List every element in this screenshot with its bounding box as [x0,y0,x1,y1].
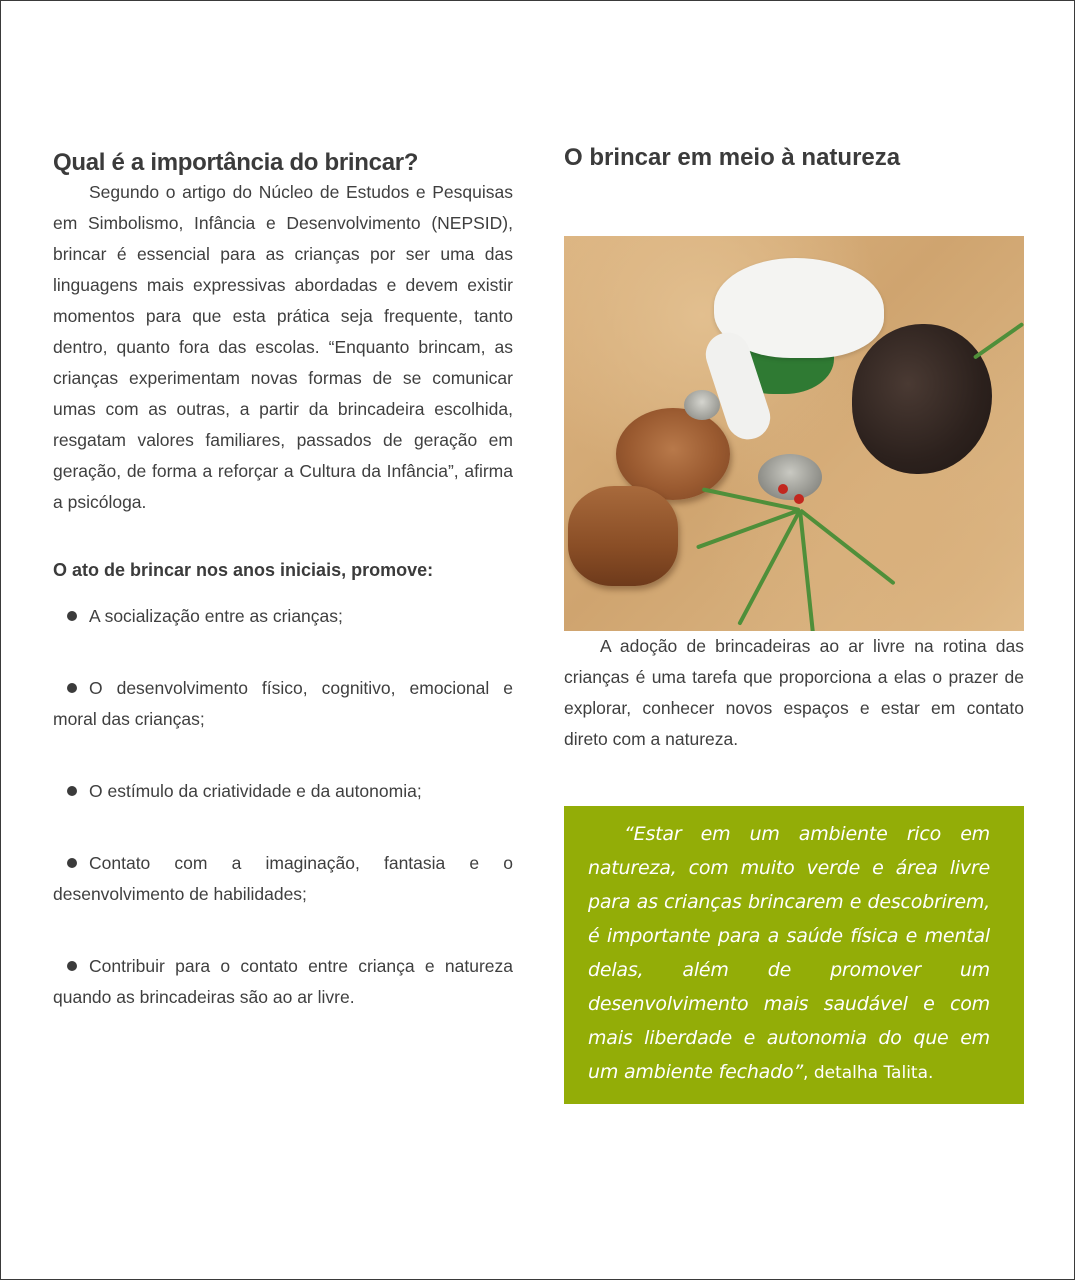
bullet-icon [67,611,77,621]
wood-stump-bottom [568,486,678,586]
metal-bowl [758,454,822,500]
red-berry [794,494,804,504]
list-item [53,601,513,632]
intro-paragraph: Segundo o artigo do Núcleo de Estudos e Pesquisas em Simbolismo, Infância e Desenvolvimento (NEPSID), brincar é essencial para as crianças por ser uma das linguagens mais expressivas abordadas e devem existir momentos para que esta prática seja frequente, tanto dentro, quanto fora das escolas. “Enquanto brincam, as crianças experimentam novas formas de se comunicar umas com as outras, a partir da brincadeira escolhida, resgatam valores familiares, passados de geração em geração, de forma a reforçar a Cultura da Infância”, afirma a psicóloga. [53,182,513,512]
list-item [53,776,513,807]
list-item-text: O desenvolvimento físico, cognitivo, emocional e moral das crianças; [53,678,513,729]
quote-paragraph [588,817,990,1090]
right-column [564,144,1024,1104]
quote-box [564,806,1024,1104]
left-column [53,149,513,1054]
list-item-text: A socialização entre as crianças; [89,606,343,626]
bullet-icon [67,858,77,868]
grass-leaf [696,508,801,549]
bullet-icon [67,683,77,693]
quote-text: “Estar em um ambiente rico em natureza, com muito verde e área livre para as crianças brincarem e descobrirem, é importante para a saúde física e mental delas, além de promover um desenvolvimento mais saudável e com mais liberdade e autonomia do que em um ambiente fechado” [588,823,990,1083]
benefits-list [53,601,513,1013]
list-item-text: Contribuir para o contato entre criança e natureza quando as brincadeiras são ao ar livre. [53,956,513,1007]
list-item-text: Contato com a imaginação, fantasia e o desenvolvimento de habilidades; [53,853,513,904]
small-bowl [684,390,720,420]
bullet-icon [67,786,77,796]
child-hair [852,324,992,474]
child-playing-photo [564,236,1024,631]
grass-leaf [973,322,1024,360]
nature-paragraph: A adoção de brincadeiras ao ar livre na rotina das crianças é uma tarefa que proporciona a elas o prazer de explorar, conhecer novos espaços e estar em contato direto com a natureza. [564,636,1024,749]
list-item [53,673,513,735]
grass-leaf [798,510,817,631]
list-item [53,951,513,1013]
list-item [53,848,513,910]
grass-leaf [799,508,896,585]
right-heading: O brincar em meio à natureza [564,144,901,171]
bullet-icon [67,961,77,971]
left-heading: Qual é a importância do brincar? [53,149,419,176]
benefits-subheading: O ato de brincar nos anos iniciais, promove: [53,560,434,580]
red-berry [778,484,788,494]
quote-attribution: , detalha Talita. [803,1063,934,1083]
list-item-text: O estímulo da criatividade e da autonomia; [89,781,422,801]
